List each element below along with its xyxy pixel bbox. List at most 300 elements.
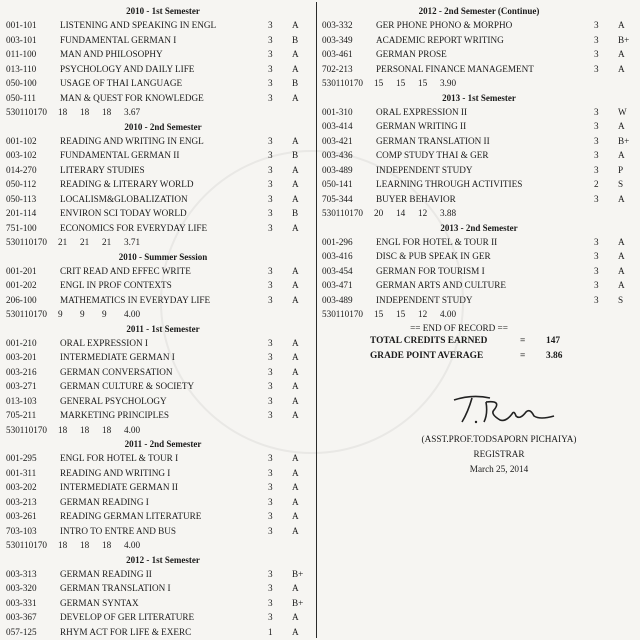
registrar-name: (ASST.PROF.TODSAPORN PICHAIYA): [421, 434, 577, 444]
course-credits: 3: [268, 34, 273, 45]
semester-block: [6, 322, 312, 438]
course-code: 001-295: [6, 453, 37, 463]
summary-credits-gpa: 12: [418, 208, 428, 218]
course-code: 003-202: [6, 482, 37, 492]
course-name: MAN AND PHILOSOPHY: [60, 49, 163, 59]
course-row: [6, 206, 312, 221]
course-code: 003-421: [322, 135, 353, 146]
course-name: FUNDAMENTAL GERMAN II: [60, 150, 180, 160]
course-name: DEVELOP OF GER LITERATURE: [60, 612, 195, 622]
course-credits: 3: [268, 135, 273, 146]
summary-credits-gpa: 15: [418, 78, 428, 88]
course-name: MATHEMATICS IN EVERYDAY LIFE: [60, 294, 211, 305]
gpa-value: 3.86: [546, 350, 563, 361]
course-grade: W: [618, 106, 627, 117]
course-grade: A: [618, 63, 625, 74]
course-name: GERMAN TRANSLATION II: [376, 135, 490, 146]
course-grade: B: [292, 34, 299, 45]
course-row: [6, 76, 312, 91]
course-code: 003-489: [322, 294, 353, 305]
semester-title: 2011 - 2nd Semester: [124, 439, 202, 449]
course-code: 003-102: [6, 150, 37, 160]
semester-block: [322, 91, 636, 221]
semester-summary: [322, 307, 636, 322]
course-row: [6, 394, 312, 409]
course-name: GER PHONE PHONO & MORPHO: [376, 20, 513, 30]
course-code: 003-367: [6, 612, 37, 622]
course-row: [322, 192, 636, 207]
course-row: [6, 221, 312, 236]
course-grade: A: [292, 482, 299, 492]
course-grade: A: [618, 251, 625, 261]
course-row: [6, 293, 312, 308]
course-code: 014-270: [6, 164, 37, 175]
course-credits: 3: [268, 352, 273, 362]
course-credits: 3: [268, 366, 273, 377]
end-of-record: == END OF RECORD ==: [410, 322, 508, 333]
course-code: 003-216: [6, 366, 37, 377]
course-grade: P: [618, 164, 624, 175]
course-credits: 3: [594, 236, 599, 247]
course-row: [6, 264, 312, 279]
course-name: ACADEMIC REPORT WRITING: [376, 34, 504, 45]
course-code: 705-344: [322, 193, 353, 204]
course-code: 013-103: [6, 395, 37, 406]
course-name: ECONOMICS FOR EVERYDAY LIFE: [60, 222, 208, 233]
course-credits: 3: [268, 496, 273, 507]
course-grade: B+: [618, 34, 630, 45]
student-id: 530110170: [322, 208, 364, 218]
course-grade: A: [292, 366, 299, 377]
course-code: 050-112: [6, 179, 37, 189]
course-credits: 3: [268, 482, 273, 492]
course-credits: 3: [268, 222, 273, 233]
course-grade: A: [292, 626, 299, 637]
course-row: [6, 62, 312, 77]
course-name: CRIT READ AND EFFEC WRITE: [60, 265, 191, 276]
summary-credits-attempted: 15: [374, 309, 384, 319]
course-credits: 3: [594, 63, 599, 74]
semester-title: 2011 - 1st Semester: [126, 323, 200, 334]
course-code: 751-100: [6, 222, 37, 233]
course-row: [6, 451, 312, 466]
course-row: [6, 610, 312, 625]
course-code: 003-331: [6, 597, 37, 608]
course-grade: A: [292, 179, 299, 189]
course-name: LITERARY STUDIES: [60, 164, 145, 175]
course-name: MAN & QUEST FOR KNOWLEDGE: [60, 92, 204, 103]
course-row: [6, 91, 312, 106]
course-credits: 3: [268, 597, 273, 608]
total-credits-row: [322, 334, 636, 349]
semester-title: 2010 - Summer Session: [118, 251, 208, 262]
gpa-label: GRADE POINT AVERAGE: [370, 350, 484, 361]
course-credits: 3: [594, 34, 599, 45]
right-column: [322, 4, 636, 364]
course-credits: 3: [268, 63, 273, 74]
student-id: 530110170: [6, 424, 48, 435]
course-name: FUNDAMENTAL GERMAN I: [60, 34, 177, 45]
course-grade: A: [292, 49, 299, 59]
semester-block: [6, 437, 312, 553]
summary-credits-gpa: 9: [102, 309, 107, 319]
summary-credits-gpa: 21: [102, 237, 112, 247]
course-code: 001-311: [6, 467, 37, 478]
course-name: LISTENING AND SPEAKING IN ENGL: [60, 20, 217, 30]
course-grade: S: [618, 294, 624, 305]
summary-credits-attempted: 18: [58, 107, 68, 117]
registrar-signature: [442, 390, 562, 430]
course-row: [6, 350, 312, 365]
course-grade: A: [292, 92, 299, 103]
course-row: [6, 509, 312, 524]
course-code: 003-416: [322, 251, 353, 261]
registrar-block: [322, 432, 636, 477]
course-credits: 3: [268, 150, 273, 160]
course-code: 050-141: [322, 179, 353, 189]
summary-gpa: 4.00: [124, 540, 141, 550]
course-name: ENGL FOR HOTEL & TOUR I: [60, 453, 179, 463]
course-grade: A: [292, 525, 299, 536]
summary-credits-earned: 9: [80, 309, 85, 319]
course-grade: A: [618, 121, 625, 131]
summary-credits-earned: 18: [80, 540, 90, 550]
summary-credits-attempted: 20: [374, 208, 384, 218]
summary-credits-gpa: 18: [102, 107, 112, 117]
course-credits: 3: [594, 106, 599, 117]
semester-block: [6, 250, 312, 322]
course-grade: A: [618, 193, 625, 204]
course-grade: A: [292, 381, 299, 391]
course-name: GERMAN CONVERSATION: [60, 366, 173, 377]
summary-gpa: 4.00: [124, 424, 141, 435]
course-credits: 3: [594, 193, 599, 204]
course-grade: S: [618, 179, 624, 189]
course-credits: 3: [268, 20, 273, 30]
course-credits: 3: [268, 208, 273, 218]
course-grade: A: [292, 164, 299, 175]
course-grade: A: [618, 49, 625, 59]
gpa-row: [322, 349, 636, 364]
course-row: [6, 163, 312, 178]
semester-summary: [6, 105, 312, 120]
course-name: COMP STUDY THAI & GER: [376, 150, 489, 160]
course-credits: 3: [268, 410, 273, 420]
course-code: 003-461: [322, 49, 353, 59]
semester-block: [322, 221, 636, 322]
course-code: 050-100: [6, 78, 37, 88]
course-name: DISC & PUB SPEAK IN GER: [376, 251, 491, 261]
course-row: [6, 365, 312, 380]
summary-credits-attempted: 18: [58, 424, 68, 435]
semester-summary: [322, 206, 636, 221]
student-id: 530110170: [322, 78, 364, 88]
course-name: READING GERMAN LITERATURE: [60, 511, 202, 521]
course-name: GERMAN WRITING II: [376, 121, 467, 131]
course-row: [322, 134, 636, 149]
semester-summary: [6, 423, 312, 438]
summary-gpa: 3.71: [124, 237, 141, 247]
course-name: RHYM ACT FOR LIFE & EXERC: [60, 626, 192, 637]
semester-title: 2013 - 2nd Semester: [440, 222, 518, 233]
course-name: READING AND WRITING IN ENGL: [60, 135, 204, 146]
summary-credits-earned: 15: [396, 78, 406, 88]
course-grade: A: [618, 20, 625, 30]
course-credits: 3: [268, 164, 273, 175]
course-row: [6, 596, 312, 611]
semester-summary: [6, 235, 312, 250]
course-row: [322, 119, 636, 134]
course-name: INDEPENDENT STUDY: [376, 294, 473, 305]
course-name: MARKETING PRINCIPLES: [60, 410, 169, 420]
course-name: INTRO TO ENTRE AND BUS: [60, 525, 177, 536]
course-row: [6, 33, 312, 48]
course-row: [6, 567, 312, 582]
course-grade: A: [292, 511, 299, 521]
course-grade: A: [292, 222, 299, 233]
course-name: GENERAL PSYCHOLOGY: [60, 395, 167, 406]
course-grade: A: [292, 453, 299, 463]
course-code: 705-211: [6, 410, 37, 420]
course-code: 003-271: [6, 381, 37, 391]
right-semesters: [322, 4, 636, 322]
course-row: [322, 33, 636, 48]
course-grade: A: [618, 236, 625, 247]
course-name: ENGL IN PROF CONTEXTS: [60, 280, 172, 290]
course-name: GERMAN READING I: [60, 496, 149, 507]
course-name: PSYCHOLOGY AND DAILY LIFE: [60, 63, 195, 74]
course-grade: B: [292, 78, 299, 88]
course-name: LEARNING THROUGH ACTIVITIES: [376, 179, 523, 189]
semester-title: 2013 - 1st Semester: [442, 92, 516, 103]
course-grade: A: [292, 135, 299, 146]
course-grade: A: [292, 410, 299, 420]
course-credits: 3: [268, 583, 273, 593]
course-row: [322, 264, 636, 279]
summary-gpa: 4.00: [440, 309, 457, 319]
course-row: [6, 581, 312, 596]
course-code: 003-414: [322, 121, 353, 131]
course-credits: 3: [268, 280, 273, 290]
issue-date: March 25, 2014: [469, 464, 529, 474]
course-code: 001-210: [6, 337, 37, 348]
summary-credits-earned: 14: [396, 208, 406, 218]
course-name: ORAL EXPRESSION I: [60, 337, 148, 348]
total-credits-label: TOTAL CREDITS EARNED: [370, 335, 488, 346]
course-row: [322, 177, 636, 192]
course-credits: 3: [594, 150, 599, 160]
course-credits: 3: [594, 20, 599, 30]
course-name: GERMAN FOR TOURISM I: [376, 265, 485, 276]
semester-block: [6, 120, 312, 250]
summary-credits-attempted: 18: [58, 540, 68, 550]
student-id: 530110170: [6, 540, 48, 550]
course-credits: 3: [268, 92, 273, 103]
semester-block: [322, 4, 636, 91]
course-grade: A: [292, 63, 299, 74]
course-grade: A: [292, 496, 299, 507]
summary-gpa: 4.00: [124, 309, 141, 319]
course-grade: A: [292, 280, 299, 290]
course-row: [6, 379, 312, 394]
course-code: 003-213: [6, 496, 37, 507]
summary-credits-earned: 15: [396, 309, 406, 319]
student-id: 530110170: [6, 237, 48, 247]
summary-credits-gpa: 12: [418, 309, 428, 319]
summary-credits-attempted: 15: [374, 78, 384, 88]
course-row: [6, 47, 312, 62]
course-credits: 3: [268, 265, 273, 276]
course-grade: B+: [292, 597, 304, 608]
course-row: [6, 524, 312, 539]
course-row: [322, 18, 636, 33]
course-credits: 3: [594, 251, 599, 261]
course-row: [322, 105, 636, 120]
course-row: [6, 278, 312, 293]
course-code: 206-100: [6, 294, 37, 305]
course-name: GERMAN CULTURE & SOCIETY: [60, 381, 195, 391]
registrar-title: REGISTRAR: [473, 449, 525, 459]
course-code: 050-113: [6, 193, 37, 204]
course-code: 013-110: [6, 63, 37, 74]
course-grade: B: [292, 208, 299, 218]
course-credits: 3: [268, 453, 273, 463]
course-code: 703-103: [6, 525, 37, 536]
course-grade: A: [618, 280, 625, 290]
student-id: 530110170: [6, 309, 48, 319]
course-name: ENVIRON SCI TODAY WORLD: [60, 208, 187, 218]
course-name: INTERMEDIATE GERMAN II: [60, 482, 178, 492]
course-code: 003-261: [6, 511, 37, 521]
course-credits: 3: [594, 135, 599, 146]
student-id: 530110170: [6, 107, 48, 117]
course-name: GERMAN PROSE: [376, 49, 447, 59]
course-row: [322, 163, 636, 178]
semester-title: 2010 - 1st Semester: [126, 6, 200, 16]
left-column: [6, 4, 312, 639]
course-row: [6, 177, 312, 192]
course-code: 057-125: [6, 626, 37, 637]
course-name: ENGL FOR HOTEL & TOUR II: [376, 236, 498, 247]
course-row: [6, 466, 312, 481]
summary-credits-attempted: 21: [58, 237, 68, 247]
course-code: 001-310: [322, 106, 353, 117]
total-credits-value: 147: [546, 335, 561, 346]
course-credits: 2: [594, 179, 599, 189]
semester-block: [6, 4, 312, 120]
course-credits: 3: [594, 294, 599, 305]
course-row: [322, 47, 636, 62]
course-row: [322, 148, 636, 163]
course-code: 003-313: [6, 568, 37, 579]
course-credits: 3: [268, 511, 273, 521]
course-code: 702-213: [322, 63, 353, 74]
course-credits: 3: [594, 49, 599, 59]
summary-gpa: 3.67: [124, 107, 141, 117]
gpa-eq: =: [520, 350, 526, 361]
semester-title: 2010 - 2nd Semester: [124, 121, 202, 132]
course-row: [322, 62, 636, 77]
course-code: 003-101: [6, 34, 37, 45]
course-code: 003-454: [322, 265, 353, 276]
course-grade: A: [618, 265, 625, 276]
course-row: [6, 480, 312, 495]
total-credits-eq: =: [520, 335, 526, 346]
course-credits: 3: [268, 78, 273, 88]
semester-block: [6, 553, 312, 640]
course-row: [322, 278, 636, 293]
course-code: 003-332: [322, 20, 353, 30]
course-row: [6, 625, 312, 640]
course-credits: 3: [268, 525, 273, 536]
course-code: 011-100: [6, 49, 37, 59]
course-credits: 3: [594, 265, 599, 276]
course-grade: A: [292, 352, 299, 362]
course-credits: 3: [268, 49, 273, 59]
course-grade: B: [292, 150, 299, 160]
course-credits: 3: [594, 164, 599, 175]
semester-summary: [322, 76, 636, 91]
course-row: [322, 293, 636, 308]
course-credits: 3: [268, 395, 273, 406]
course-grade: A: [292, 337, 299, 348]
course-credits: 3: [268, 467, 273, 478]
course-row: [6, 148, 312, 163]
course-row: [6, 495, 312, 510]
course-name: ORAL EXPRESSION II: [376, 106, 468, 117]
course-grade: A: [292, 265, 299, 276]
course-name: LOCALISM&GLOBALIZATION: [60, 193, 188, 204]
course-credits: 3: [268, 337, 273, 348]
course-grade: A: [618, 150, 625, 160]
course-code: 001-101: [6, 20, 37, 30]
summary-gpa: 3.90: [440, 78, 457, 88]
student-id: 530110170: [322, 309, 364, 319]
course-row: [322, 249, 636, 264]
semester-title: 2012 - 2nd Semester (Continue): [418, 6, 540, 16]
course-name: GERMAN TRANSLATION I: [60, 583, 171, 593]
summary-credits-gpa: 18: [102, 540, 112, 550]
course-name: BUYER BEHAVIOR: [376, 193, 456, 204]
course-grade: A: [292, 612, 299, 622]
course-grade: A: [292, 583, 299, 593]
course-credits: 3: [268, 381, 273, 391]
course-code: 001-102: [6, 135, 37, 146]
course-code: 001-201: [6, 265, 37, 276]
course-grade: B+: [618, 135, 630, 146]
course-credits: 3: [268, 612, 273, 622]
course-grade: B+: [292, 568, 304, 579]
course-code: 003-471: [322, 280, 353, 290]
course-code: 003-349: [322, 34, 353, 45]
course-row: [322, 235, 636, 250]
course-code: 201-114: [6, 208, 37, 218]
course-name: READING AND WRITING I: [60, 467, 171, 478]
course-code: 001-296: [322, 236, 353, 247]
course-credits: 3: [268, 193, 273, 204]
course-grade: A: [292, 395, 299, 406]
course-name: PERSONAL FINANCE MANAGEMENT: [376, 63, 534, 74]
summary-credits-attempted: 9: [58, 309, 63, 319]
summary-credits-earned: 18: [80, 107, 90, 117]
course-credits: 3: [268, 294, 273, 305]
semester-title: 2012 - 1st Semester: [126, 554, 200, 565]
course-name: INTERMEDIATE GERMAN I: [60, 352, 175, 362]
course-row: [6, 408, 312, 423]
summary-credits-earned: 18: [80, 424, 90, 435]
course-credits: 3: [594, 121, 599, 131]
course-code: 003-489: [322, 164, 353, 175]
